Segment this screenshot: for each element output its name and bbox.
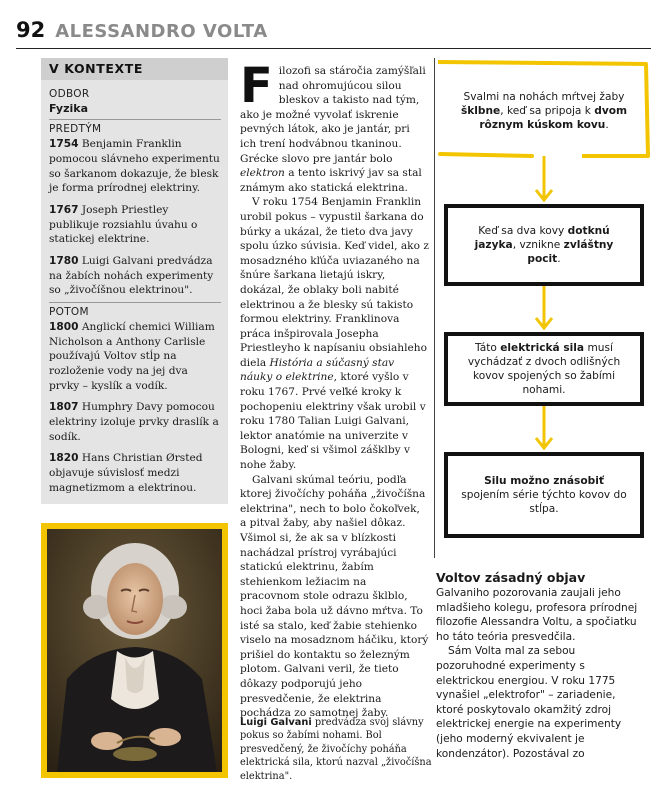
side-paragraph: Galvaniho pozorovania zaujali jeho mladšieho kolegu, profesora prírodnej filozofie Alessandra Voltu, a spočiatku ho táto teória presvedčila.: [436, 587, 638, 643]
after-label: POTOM: [49, 306, 89, 319]
step-emphasis: dotknú jazyka: [474, 224, 610, 251]
galvani-portrait-image: [47, 529, 222, 772]
event-year: 1820: [49, 452, 79, 465]
event-text: Benjamin Franklin pomocou slávneho experimentu so šarkanom dokazuje, že blesk je forma prírodnej elektriny.: [49, 138, 220, 195]
arrow-down-icon: [532, 286, 556, 334]
context-box: [41, 58, 228, 504]
event-text: Joseph Priestley publikuje rozsiahlu úvahu o statickej elektrine.: [49, 203, 198, 246]
event-text: Luigi Galvani predvádza na žabích nohách experimenty so „živočíšnou elektrinou".: [49, 255, 214, 297]
paragraph-text: , ktoré vyšlo v roku 1767. Prvé veľké kroky k pochopeniu elektriny však urobil v roku 1780 Talian Luigi Galvani, lektor anatómie na univerzite v Bologni, keď si všimol zášklby v nohe žaby.: [240, 371, 426, 472]
side-paragraph: Sám Volta mal za sebou pozoruhodné experimenty s elektrickou energiou. V roku 1775 vynašiel „elektrofor" – zariadenie, ktoré poskytovalo okamžitý zdroj elektrickej energie na experimenty (jeho moderný ekvivalent je kondenzátor). Pozostával zo: [436, 645, 622, 760]
timeline-event: [49, 400, 221, 444]
event-text: Humphry Davy pomocou elektriny izoluje prvky draslík a sodík.: [49, 401, 219, 443]
book-title: História a súčasný stav náuky o elektrine: [240, 356, 395, 384]
event-year: 1754: [49, 138, 79, 151]
context-body: [49, 87, 221, 503]
running-title: ALESSANDRO VOLTA: [55, 21, 268, 42]
timeline-event: [49, 203, 221, 247]
drop-cap: F: [240, 58, 273, 114]
arrow-down-icon: [532, 404, 556, 454]
paragraph-text: V roku 1754 Benjamin Franklin urobil pokus – vypustil šarkana do búrky a ukázal, že tieto dva javy spolu úzko súvisia. Keď videl, ako z mosadzného kľúča uviazaného na šnúre šarkana lietajú iskry, dokázal, že oblaky boli nabité elektrinou a že blesky sú takisto formou elektriny. Franklinova práca inšpirovala Josepha Priestleyho k napísaniu obsiahleho diela: [240, 196, 429, 369]
paragraph-text: a tento iskrivý jav sa stal známym ako statická elektrina.: [240, 167, 422, 194]
step-emphasis: Silu možno znásobiť: [484, 474, 604, 487]
event-year: 1800: [49, 320, 79, 333]
timeline-event: [49, 254, 221, 298]
timeline-event: [49, 320, 221, 394]
field-label: ODBOR: [49, 88, 90, 100]
field-value: Fyzika: [49, 101, 88, 115]
step-text: Svalmi na nohách mŕtvej žaby: [463, 90, 625, 103]
caption-name: Luigi Galvani: [240, 717, 312, 728]
step-emphasis: zvláštny pocit: [527, 238, 614, 266]
context-divider: [49, 119, 221, 120]
side-heading: Voltov zásadný objav: [436, 570, 586, 585]
context-divider: [49, 302, 221, 303]
portrait-frame: [41, 523, 228, 778]
event-year: 1807: [49, 401, 79, 414]
step-text: musí vychádzať z dvoch odlišných kovov spojených so žabími nohami.: [467, 341, 621, 397]
step-text: , vznikne: [512, 238, 564, 251]
step-text: .: [557, 253, 561, 266]
article-paragraph: [240, 58, 429, 195]
step-text: .: [605, 119, 609, 132]
timeline-event: [49, 137, 221, 196]
paragraph-text: ilozofi sa stáročia zamýšľali nad ohromujúcou silou bleskov a takisto nad tým, ako je možné vyvolať iskrenie pevných látok, ako je jantár, pri ich trení hodvábnou tkaninou. Grécke slovo pre jantár bolo: [240, 65, 426, 165]
arrow-down-icon: [532, 156, 556, 206]
event-text: Hans Christian Ørsted objavuje súvislosť medzi magnetizmom a elektrinou.: [49, 452, 203, 494]
article-paragraph: Galvani skúmal teóriu, podľa ktorej živočíchy poháňa „živočíšna elektrina", nech to bolo čokoľvek, a pitval žaby, aby našiel dôkaz. Všimol si, že ak sa v blízkosti nachádzal prístroj vyrábajúci statickú elektrinu, žabím stehienkom ležiacim na pracovnom stole odrazu šklblo, hoci žaba bola už dávno mŕtva. To isté sa stalo, keď žabie stehienko viselo na mosadznom háčiku, ktorý prišiel do kontaktu so železným plotom. Galvani veril, že tieto dôkazy podporujú jeho presvedčenie, že elektrina pochádza zo samotnej žaby.: [240, 473, 429, 720]
timeline-event: [49, 451, 221, 495]
page-header: [16, 18, 268, 44]
step-emphasis: šklbne: [460, 104, 501, 117]
article-paragraph: [240, 195, 429, 472]
step-text: Táto: [475, 341, 501, 354]
side-article: [436, 570, 646, 761]
caption-text: predvádza svoj slávny pokus so žabími nohami. Bol presvedčený, že živočíchy poháňa elektrická sila, ktorú nazval „živočíšna elektrina".: [240, 717, 432, 782]
event-text: Anglickí chemici William Nicholson a Anthony Carlisle používajú Voltov stĺp na rozloženie vody na jej dva prvky – kyslík a vodík.: [49, 320, 215, 392]
context-title: V KONTEXTE: [49, 61, 144, 76]
flow-step-3: [444, 332, 644, 406]
flow-step-1: [444, 70, 644, 152]
event-year: 1780: [49, 255, 79, 268]
flow-step-2: [444, 204, 644, 286]
step-emphasis: elektrická sila: [500, 341, 585, 354]
step-text: , keď sa pripoja k: [500, 104, 595, 117]
header-rule: [16, 48, 651, 49]
page-number: 92: [16, 18, 46, 42]
article-column: [240, 58, 429, 721]
step-text: Keď sa dva kovy: [478, 224, 568, 237]
step-emphasis: dvom rôznym kúskom kovu: [479, 104, 628, 132]
greek-term: elektron: [240, 167, 285, 180]
flow-step-4: [444, 452, 644, 538]
event-year: 1767: [49, 203, 79, 216]
before-label: PREDTÝM: [49, 123, 102, 136]
portrait-caption: [240, 716, 432, 783]
step-text: spojením série týchto kovov do stĺpa.: [461, 488, 627, 516]
